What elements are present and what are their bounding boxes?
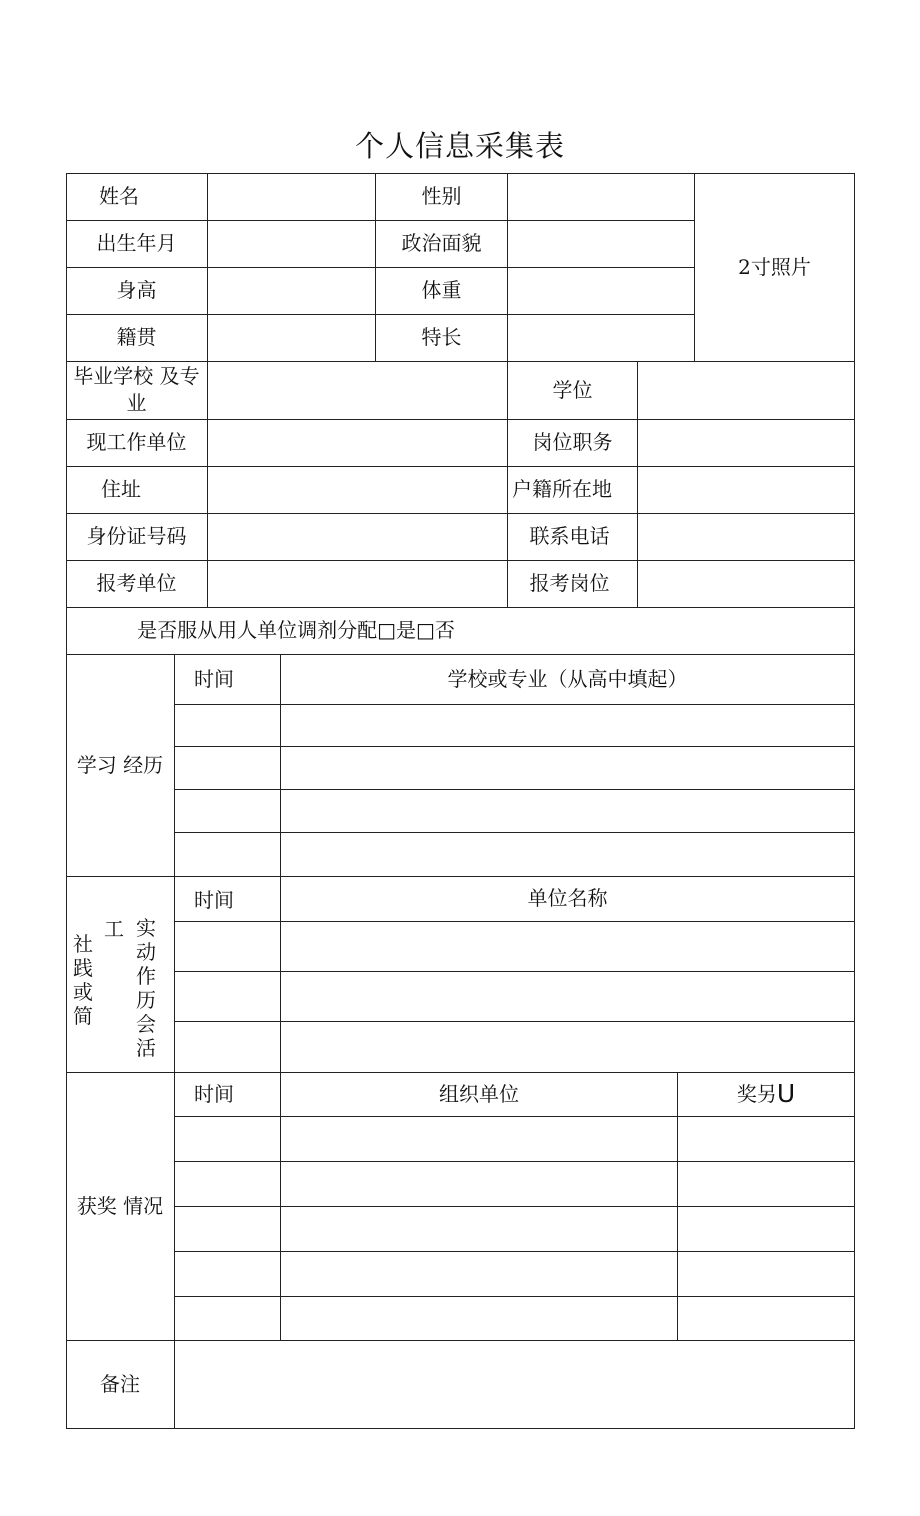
employer-label: 现工作单位 bbox=[86, 430, 187, 454]
practice-unit-cell[interactable] bbox=[281, 972, 854, 1020]
awards-org-cell[interactable] bbox=[281, 1162, 676, 1205]
school-major-label: 毕业学校 及专业 bbox=[73, 364, 200, 415]
weight-field[interactable] bbox=[508, 268, 693, 313]
native-place-label: 籍贯 bbox=[116, 325, 157, 349]
phone-field[interactable] bbox=[638, 514, 853, 559]
awards-time-cell[interactable] bbox=[175, 1162, 279, 1205]
practice-time-header: 时间 bbox=[194, 888, 234, 912]
birth-label: 出生年月 bbox=[96, 231, 177, 255]
awards-level-cell[interactable] bbox=[678, 1117, 854, 1160]
awards-time-cell[interactable] bbox=[175, 1297, 279, 1339]
specialty-field[interactable] bbox=[508, 315, 693, 360]
height-label: 身高 bbox=[116, 278, 157, 302]
employer-field[interactable] bbox=[208, 420, 506, 465]
awards-level-cell[interactable] bbox=[678, 1252, 854, 1295]
practice-unit-cell[interactable] bbox=[281, 1022, 854, 1071]
name-field[interactable] bbox=[208, 174, 374, 219]
specialty-label: 特长 bbox=[421, 325, 462, 349]
photo-placeholder[interactable]: 2寸照片 bbox=[738, 255, 811, 279]
education-school-cell[interactable] bbox=[281, 790, 854, 831]
practice-time-cell[interactable] bbox=[175, 972, 279, 1020]
education-time-cell[interactable] bbox=[175, 790, 279, 831]
education-time-cell[interactable] bbox=[175, 833, 279, 875]
awards-time-cell[interactable] bbox=[175, 1207, 279, 1250]
awards-section-label: 获奖 情况 bbox=[76, 1193, 164, 1218]
practice-time-cell[interactable] bbox=[175, 1022, 279, 1071]
id-number-field[interactable] bbox=[208, 514, 506, 559]
practice-section-label-col2: 工 bbox=[104, 917, 124, 941]
awards-org-cell[interactable] bbox=[281, 1252, 676, 1295]
awards-org-header: 组织单位 bbox=[439, 1081, 519, 1106]
school-major-field[interactable] bbox=[208, 362, 506, 418]
apply-post-field[interactable] bbox=[638, 561, 853, 606]
remarks-label: 备注 bbox=[100, 1371, 140, 1396]
id-number-label: 身份证号码 bbox=[86, 524, 187, 548]
education-school-cell[interactable] bbox=[281, 705, 854, 745]
remarks-field[interactable] bbox=[175, 1341, 854, 1427]
birth-field[interactable] bbox=[208, 221, 374, 266]
awards-level-cell[interactable] bbox=[678, 1207, 854, 1250]
address-field[interactable] bbox=[208, 467, 506, 512]
weight-label: 体重 bbox=[421, 278, 462, 302]
education-time-cell[interactable] bbox=[175, 747, 279, 788]
degree-label: 学位 bbox=[552, 377, 593, 402]
awards-time-cell[interactable] bbox=[175, 1117, 279, 1160]
awards-level-cell[interactable] bbox=[678, 1162, 854, 1205]
political-label: 政治面貌 bbox=[401, 231, 482, 255]
address-label: 住址 bbox=[101, 477, 141, 501]
apply-unit-label: 报考单位 bbox=[96, 571, 177, 595]
practice-time-cell[interactable] bbox=[175, 922, 279, 970]
practice-section-label-col1: 社践或简 bbox=[73, 932, 93, 1028]
awards-level-cell[interactable] bbox=[678, 1297, 854, 1339]
awards-org-cell[interactable] bbox=[281, 1297, 676, 1339]
position-label: 岗位职务 bbox=[532, 430, 613, 454]
awards-level-header-glyph: U bbox=[776, 1079, 796, 1109]
practice-unit-header: 单位名称 bbox=[527, 886, 608, 910]
awards-level-header-text: 奖另 bbox=[736, 1081, 777, 1106]
education-school-cell[interactable] bbox=[281, 747, 854, 788]
page-title: 个人信息采集表 bbox=[354, 129, 565, 163]
practice-unit-cell[interactable] bbox=[281, 922, 854, 970]
hukou-label: 户籍所在地 bbox=[512, 477, 612, 501]
education-section-label: 学习 经历 bbox=[76, 752, 164, 777]
hukou-field[interactable] bbox=[638, 467, 853, 512]
height-field[interactable] bbox=[208, 268, 374, 313]
awards-time-header: 时间 bbox=[194, 1081, 234, 1106]
gender-field[interactable] bbox=[508, 174, 693, 219]
awards-org-cell[interactable] bbox=[281, 1207, 676, 1250]
adjust-assignment-option[interactable]: 是否服从用人单位调剂分配□是□否 bbox=[137, 618, 455, 642]
awards-level-header bbox=[678, 1072, 854, 1116]
phone-label: 联系电话 bbox=[529, 524, 610, 548]
political-field[interactable] bbox=[508, 221, 693, 266]
education-time-header: 时间 bbox=[194, 666, 234, 691]
gender-label: 性别 bbox=[421, 184, 462, 208]
apply-unit-field[interactable] bbox=[208, 561, 506, 606]
awards-time-cell[interactable] bbox=[175, 1252, 279, 1295]
education-school-cell[interactable] bbox=[281, 833, 854, 875]
degree-field[interactable] bbox=[638, 362, 853, 418]
education-school-header: 学校或专业（从高中填起） bbox=[447, 666, 688, 691]
name-label: 姓名 bbox=[99, 184, 139, 208]
apply-post-label: 报考岗位 bbox=[529, 571, 610, 595]
practice-section-label-col3: 实动作历会活 bbox=[136, 916, 156, 1060]
native-place-field[interactable] bbox=[208, 315, 374, 360]
position-field[interactable] bbox=[638, 420, 853, 465]
education-time-cell[interactable] bbox=[175, 705, 279, 745]
awards-org-cell[interactable] bbox=[281, 1117, 676, 1160]
